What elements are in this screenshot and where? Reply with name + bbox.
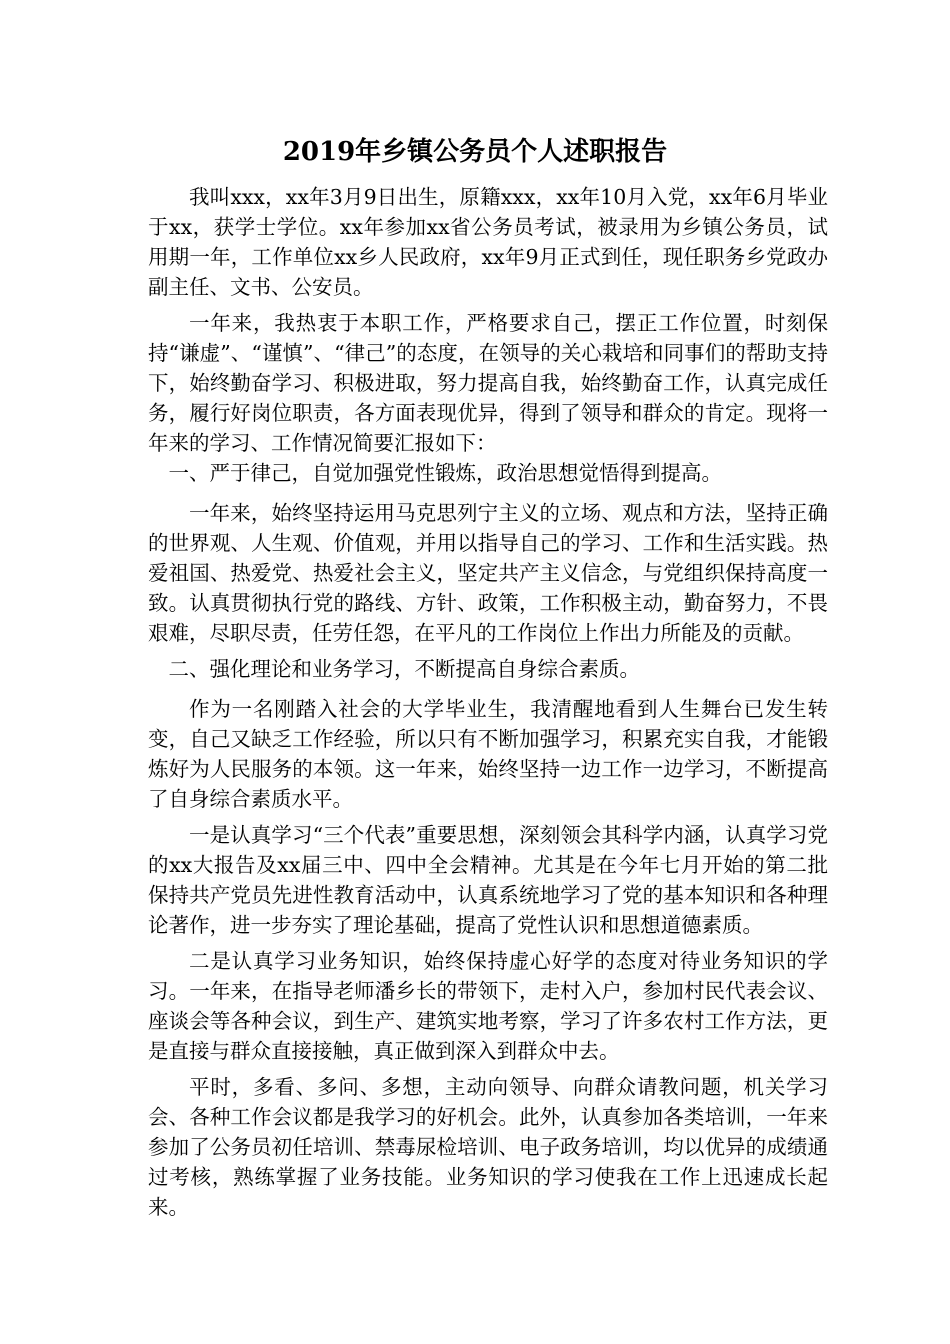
section-heading-2: 二、强化理论和业务学习，不断提高自身综合素质。 <box>168 657 640 681</box>
paragraph-business: 二是认真学习业务知识，始终保持虚心好学的态度对待业务知识的学习。一年来，在指导老师潘乡长的带领下，走村入户，参加村民代表会议、座谈会等各种会议，到生产、建筑实地考察，学习了许多农村工作方法，更是直接与群众直接接触，真正做到深入到群众中去。 <box>148 949 828 1063</box>
paragraph-political: 一年来，始终坚持运用马克思列宁主义的立场、观点和方法，坚持正确的世界观、人生观、价值观，并用以指导自己的学习、工作和生活实践。热爱祖国、热爱党、热爱社会主义，坚定共产主义信念，与党组织保持高度一致。认真贯彻执行党的路线、方针、政策，工作积极主动，勤奋努力，不畏艰难，尽职尽责，任劳任怨，在平凡的工作岗位上作出力所能及的贡献。 <box>148 501 828 645</box>
paragraph-intro: 我叫xxx，xx年3月9日出生，原籍xxx，xx年10月入党，xx年6月毕业于xx，获学士学位。xx年参加xx省公务员考试，被录用为乡镇公务员，试用期一年，工作单位xx乡人民政府，xx年9月正式到任，现任职务乡党政办副主任、文书、公安员。 <box>148 185 828 299</box>
paragraph-daily: 平时，多看、多问、多想，主动向领导、向群众请教问题，机关学习会、各种工作会议都是我学习的好机会。此外，认真参加各类培训，一年来参加了公务员初任培训、禁毒尿检培训、电子政务培训，均以优异的成绩通过考核，熟练掌握了业务技能。业务知识的学习使我在工作上迅速成长起来。 <box>148 1075 828 1219</box>
paragraph-summary: 一年来，我热衷于本职工作，严格要求自己，摆正工作位置，时刻保持“谦虚”、“谨慎”、“律己”的态度，在领导的关心栽培和同事们的帮助支持下，始终勤奋学习、积极进取，努力提高自我，始终勤奋工作，认真完成任务，履行好岗位职责，各方面表现优异，得到了领导和群众的肯定。现将一年来的学习、工作情况简要汇报如下： <box>148 311 828 455</box>
document-title: 2019年乡镇公务员个人述职报告 <box>282 137 668 167</box>
paragraph-theory: 一是认真学习“三个代表”重要思想，深刻领会其科学内涵，认真学习党的xx大报告及xx届三中、四中全会精神。尤其是在今年七月开始的第二批保持共产党员先进性教育活动中，认真系统地学习了党的基本知识和各种理论著作，进一步夯实了理论基础，提高了党性认识和思想道德素质。 <box>148 823 828 937</box>
document-body <box>148 182 828 1228</box>
paragraph-graduate: 作为一名刚踏入社会的大学毕业生，我清醒地看到人生舞台已发生转变，自己又缺乏工作经验，所以只有不断加强学习，积累充实自我，才能锻炼好为人民服务的本领。这一年来，始终坚持一边工作一边学习，不断提高了自身综合素质水平。 <box>148 697 828 811</box>
section-heading-1: 一、严于律己，自觉加强党性锻炼，政治思想觉悟得到提高。 <box>168 461 722 485</box>
